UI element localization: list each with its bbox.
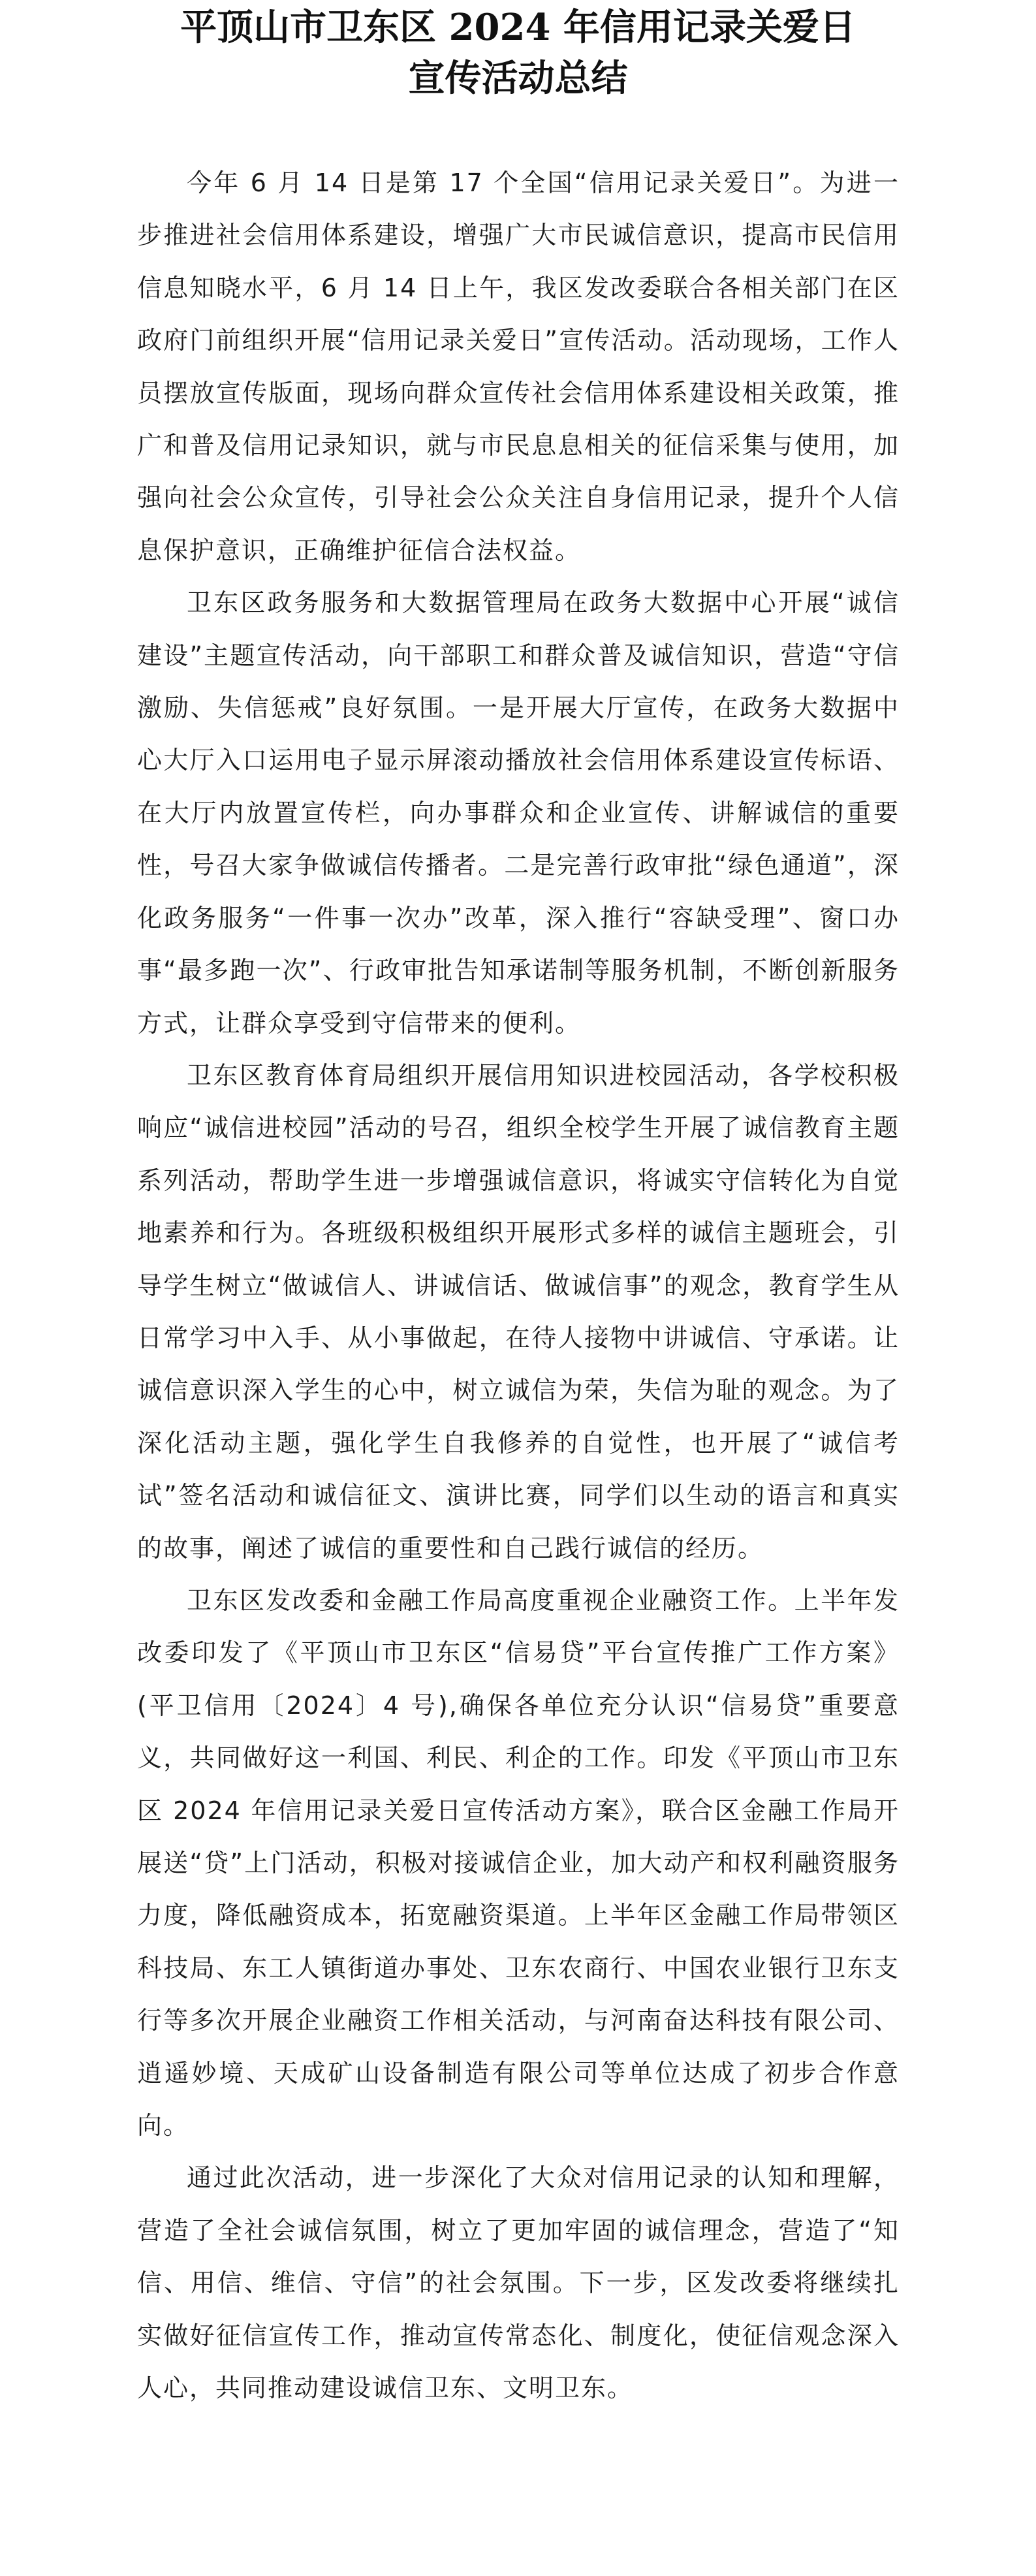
paragraph-education: 卫东区教育体育局组织开展信用知识进校园活动，各学校积极响应“诚信进校园”活动的号召，组织全校学生开展了诚信教育主题系列活动，帮助学生进一步增强诚信意识，将诚实守信转化为自觉地素养和行为。各班级积极组织开展形式多样的诚信主题班会，引导学生树立“做诚信人、讲诚信话、做诚信事”的观念，教育学生从日常学习中入手、从小事做起，在待人接物中讲诚信、守承诺。让诚信意识深入学生的心中，树立诚信为荣，失信为耻的观念。为了深化活动主题，强化学生自我修养的自觉性，也开展了“诚信考试”签名活动和诚信征文、演讲比赛，同学们以生动的语言和真实的故事，阐述了诚信的重要性和自己践行诚信的经历。 (137, 1060, 900, 1563)
paragraph-intro: 今年 6 月 14 日是第 17 个全国“信用记录关爱日”。为进一步推进社会信用体系建设，增强广大市民诚信意识，提高市民信用信息知晓水平，6 月 14 日上午，我区发改委联合各相关部门在区政府门前组织开展“信用记录关爱日”宣传活动。活动现场，工作人员摆放宣传版面，现场向群众宣传社会信用体系建设相关政策，推广和普及信用记录知识，就与市民息息相关的征信采集与使用，加强向社会公众宣传，引导社会公众关注自身信用记录，提升个人信息保护意识，正确维护征信合法权益。 (137, 168, 900, 565)
document-title-line-1: 平顶山市卫东区 2024 年信用记录关爱日 (180, 6, 856, 49)
paragraph-finance: 卫东区发改委和金融工作局高度重视企业融资工作。上半年发改委印发了《平顶山市卫东区“信易贷”平台宣传推广工作方案》(平卫信用〔2024〕4 号),确保各单位充分认识“信易贷”重要意义，共同做好这一利国、利民、利企的工作。印发《平顶山市卫东区 2024 年信用记录关爱日宣传活动方案》，联合区金融工作局开展送“贷”上门活动，积极对接诚信企业，加大动产和权利融资服务力度，降低融资成本，拓宽融资渠道。上半年区金融工作局带领区科技局、东工人镇街道办事处、卫东农商行、中国农业银行卫东支行等多次开展企业融资工作相关活动，与河南奋达科技有限公司、逍遥妙境、天成矿山设备制造有限公司等单位达成了初步合作意向。 (137, 1585, 900, 2140)
paragraph-gov-services: 卫东区政务服务和大数据管理局在政务大数据中心开展“诚信建设”主题宣传活动，向干部职工和群众普及诚信知识，营造“守信激励、失信惩戒”良好氛围。一是开展大厅宣传，在政务大数据中心大厅入口运用电子显示屏滚动播放社会信用体系建设宣传标语、在大厅内放置宣传栏，向办事群众和企业宣传、讲解诚信的重要性，号召大家争做诚信传播者。二是完善行政审批“绿色通道”，深化政务服务“一件事一次办”改革，深入推行“容缺受理”、窗口办事“最多跑一次”、行政审批告知承诺制等服务机制，不断创新服务方式，让群众享受到守信带来的便利。 (137, 588, 900, 1038)
document-body (137, 157, 900, 2414)
document-title-line-2: 宣传活动总结 (408, 57, 628, 100)
paragraph-conclusion: 通过此次活动，进一步深化了大众对信用记录的认知和理解，营造了全社会诚信氛围，树立了更加牢固的诚信理念，营造了“知信、用信、维信、守信”的社会氛围。下一步，区发改委将继续扎实做好征信宣传工作，推动宣传常态化、制度化，使征信观念深入人心，共同推动建设诚信卫东、文明卫东。 (137, 2163, 900, 2403)
